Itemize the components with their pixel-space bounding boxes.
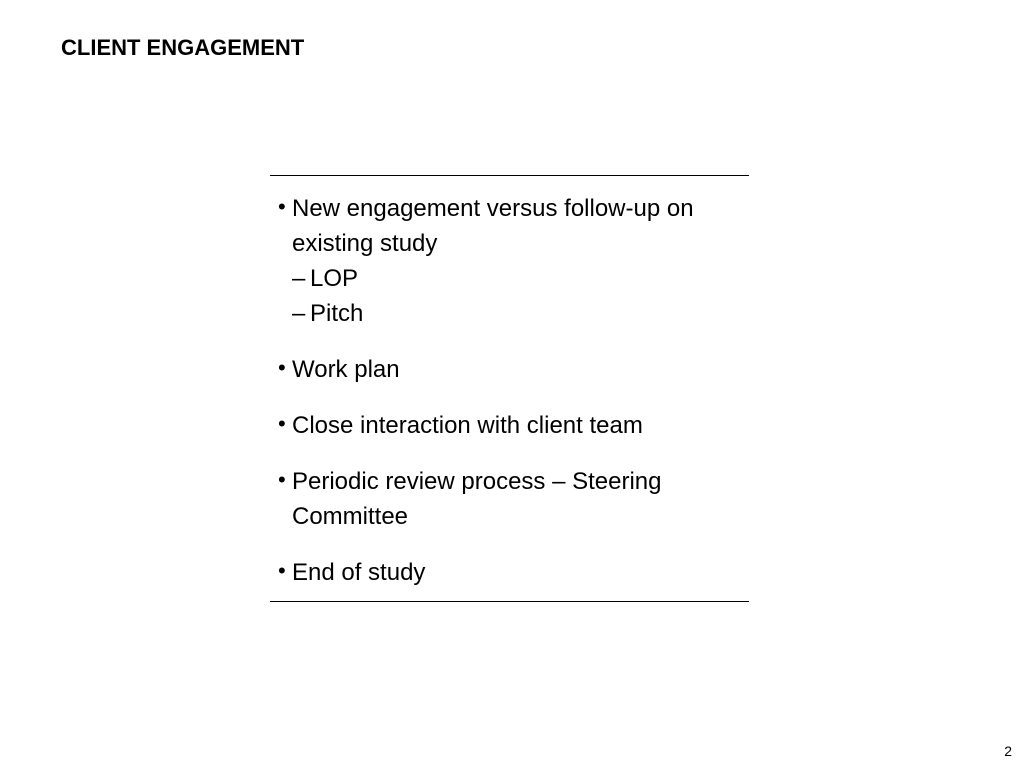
dash-marker: – [292,300,306,327]
sub-item [292,261,748,296]
bullet-marker: • [278,194,286,219]
bullet-marker: • [278,467,286,492]
bullet-item [278,191,748,331]
bullet-text: Close interaction with client team [292,412,643,439]
bullet-item [278,464,748,534]
dash-marker: – [292,265,306,292]
bullet-list [278,191,748,590]
sub-item [292,296,748,331]
bullet-item [278,555,748,590]
bullet-item [278,408,748,443]
slide-title: CLIENT ENGAGEMENT [61,35,305,60]
page-number: 2 [1004,743,1012,759]
bullet-item [278,352,748,387]
bullet-text: New engagement versus follow-up on existing study [292,195,694,257]
bullet-marker: • [278,558,286,583]
top-divider [270,175,749,176]
bullet-text: Work plan [292,356,400,383]
bottom-divider [270,601,749,602]
sub-item-text: Pitch [310,300,364,327]
bullet-marker: • [278,411,286,436]
bullet-text: Periodic review process – Steering Committee [292,468,662,530]
sub-list [292,261,748,331]
sub-item-text: LOP [310,265,359,292]
bullet-text: End of study [292,559,426,586]
bullet-marker: • [278,355,286,380]
